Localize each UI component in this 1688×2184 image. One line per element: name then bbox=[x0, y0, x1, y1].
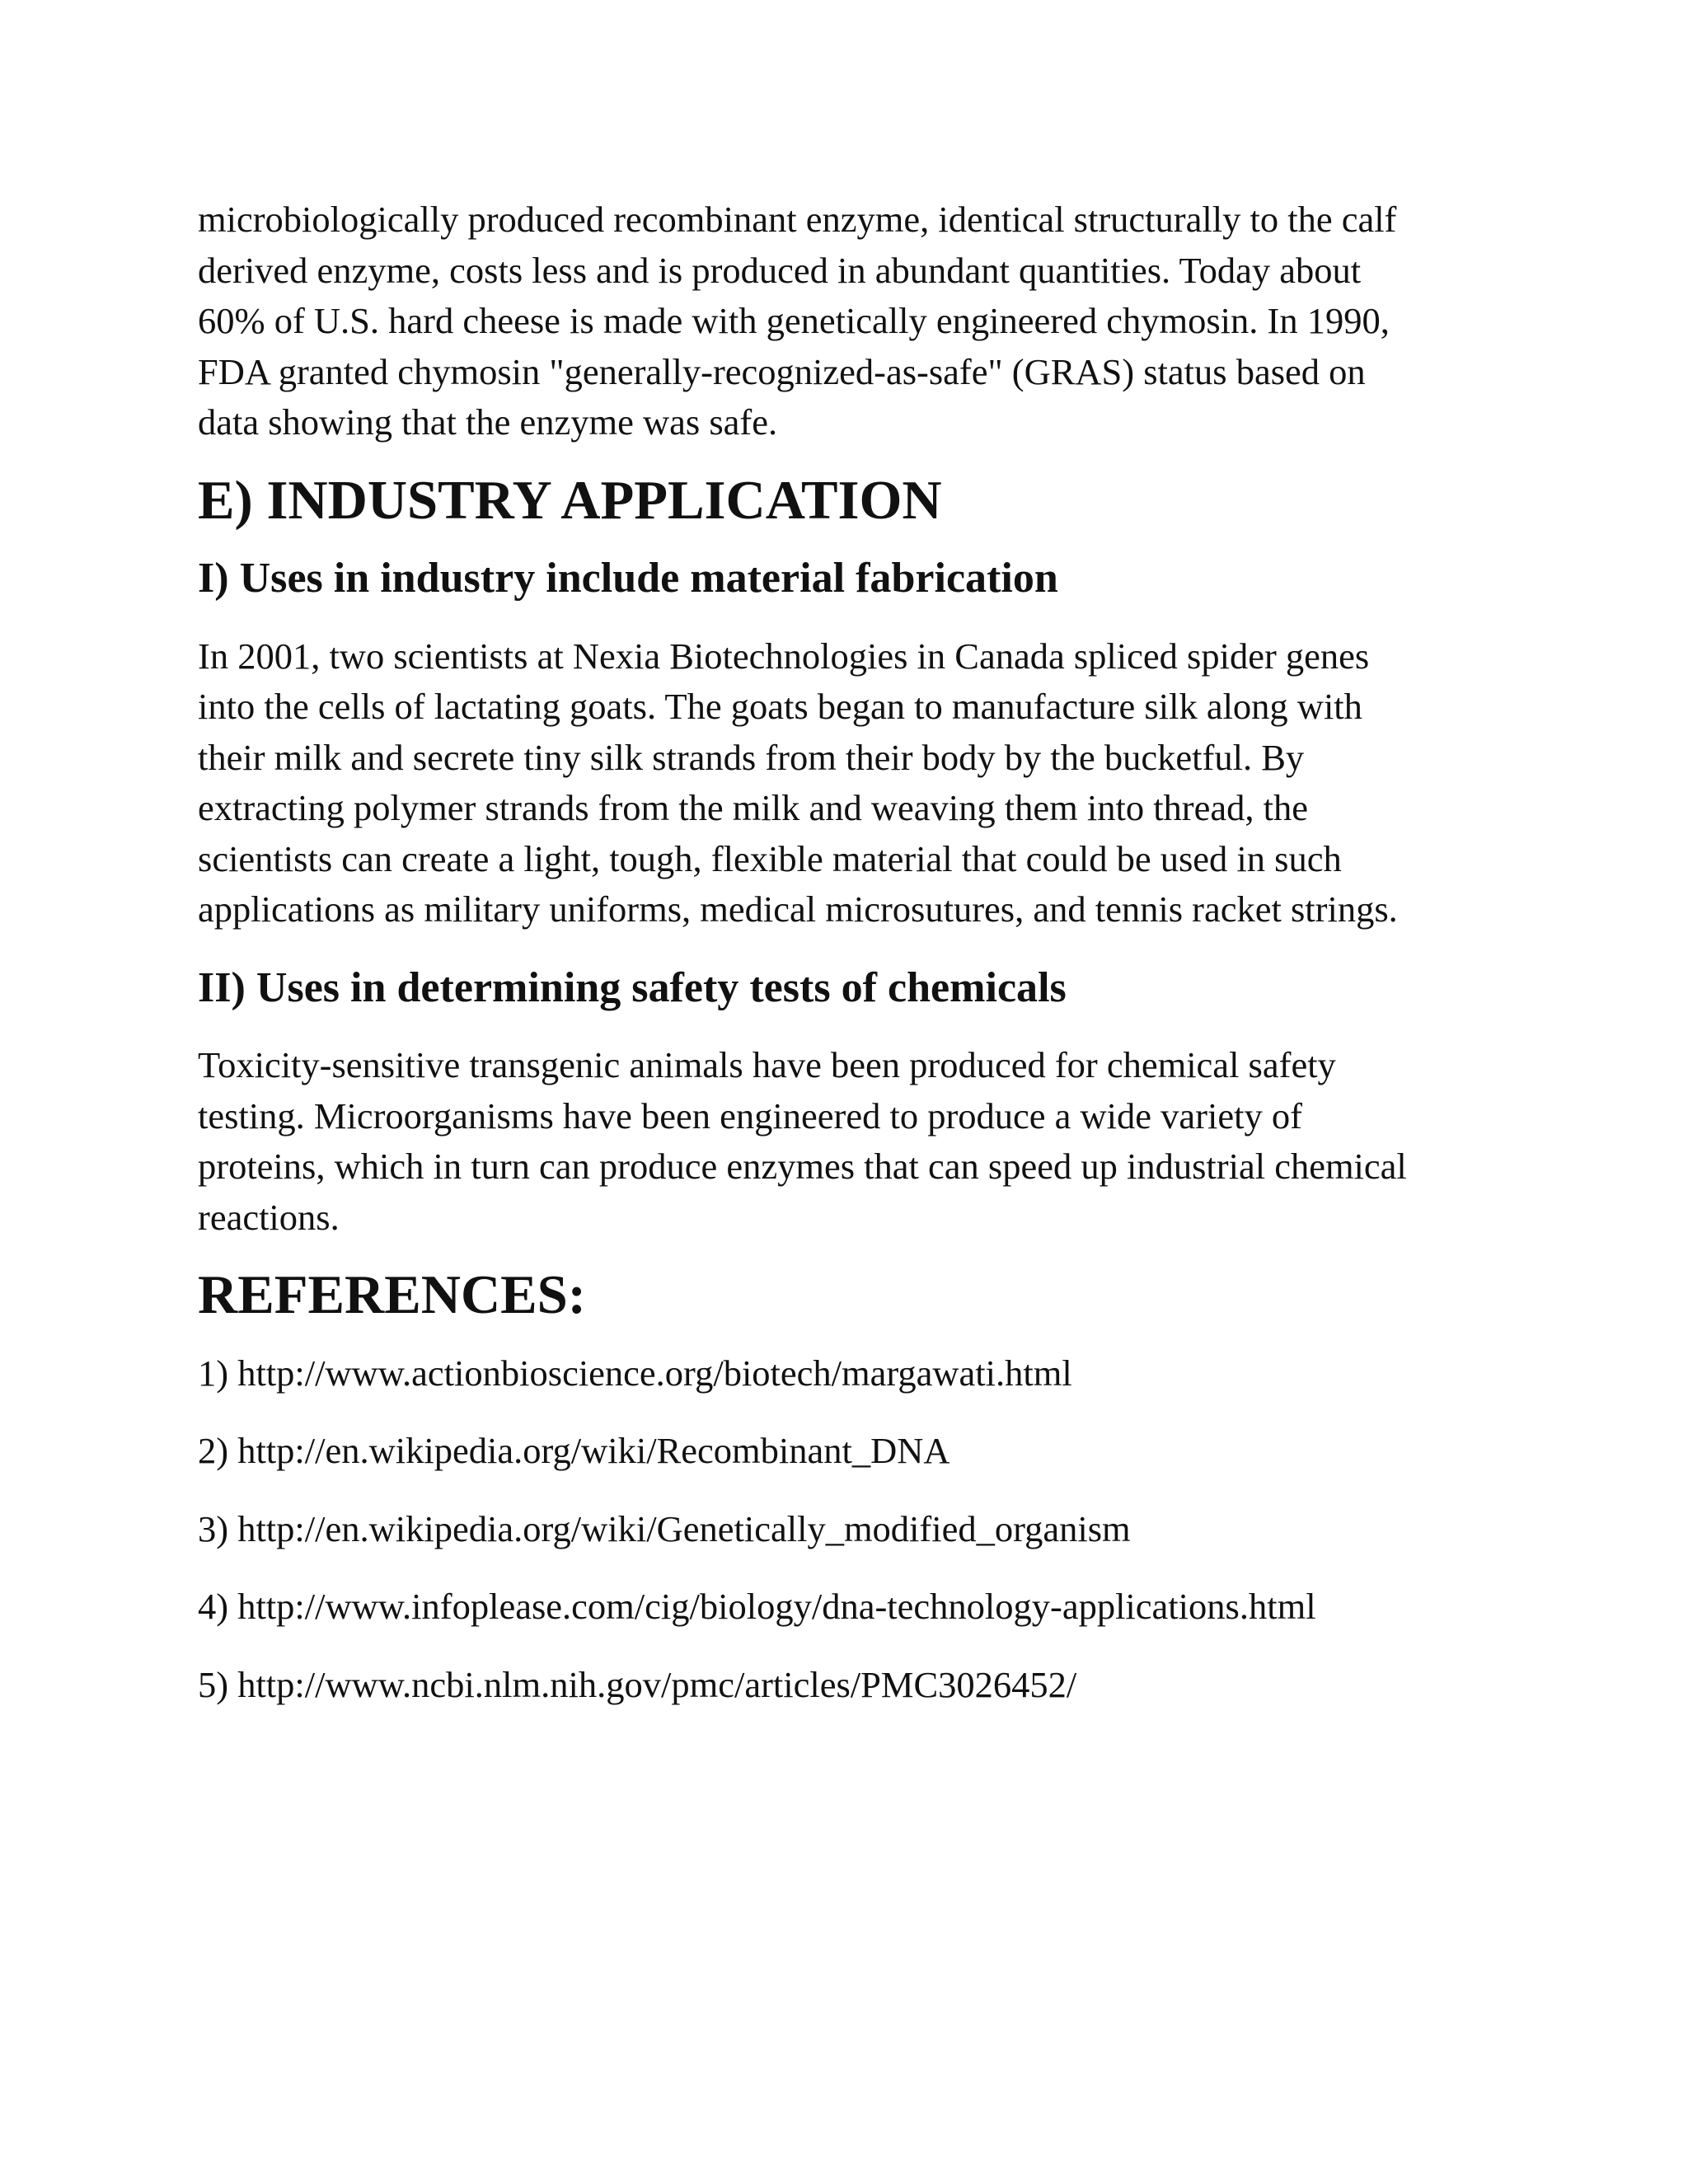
paragraph-line: FDA granted chymosin "generally-recognized-as-safe" (GRAS) status based on bbox=[198, 350, 1366, 392]
paragraph-line: In 2001, two scientists at Nexia Biotechnologies in Canada spliced spider genes bbox=[198, 635, 1370, 677]
paragraph-line: microbiologically produced recombinant enzyme, identical structurally to the calf bbox=[198, 199, 1397, 240]
references-list bbox=[198, 1348, 1500, 1711]
paragraph-line: their milk and secrete tiny silk strands from their body by the bucketful. By bbox=[198, 736, 1305, 778]
paragraph-line: derived enzyme, costs less and is produced in abundant quantities. Today about bbox=[198, 249, 1362, 291]
paragraph-line: scientists can create a light, tough, flexible material that could be used in such bbox=[198, 837, 1342, 879]
paragraph-line: Toxicity-sensitive transgenic animals have been produced for chemical safety bbox=[198, 1044, 1336, 1085]
reference-item: 1) http://www.actionbioscience.org/biotech/margawati.html bbox=[198, 1352, 1072, 1394]
reference-item: 5) http://www.ncbi.nlm.nih.gov/pmc/articles/PMC3026452/ bbox=[198, 1663, 1077, 1705]
paragraph-line: into the cells of lactating goats. The goats began to manufacture silk along with bbox=[198, 686, 1362, 727]
paragraph-line: extracting polymer strands from the milk and weaving them into thread, the bbox=[198, 787, 1308, 828]
reference-item: 4) http://www.infoplease.com/cig/biology/dna-technology-applications.html bbox=[198, 1586, 1316, 1627]
reference-item: 2) http://en.wikipedia.org/wiki/Recombinant_DNA bbox=[198, 1430, 950, 1471]
references-heading: REFERENCES: bbox=[198, 1265, 587, 1325]
paragraph-line: applications as military uniforms, medical microsutures, and tennis racket strings. bbox=[198, 888, 1398, 930]
paragraph-line: data showing that the enzyme was safe. bbox=[198, 401, 778, 443]
material-fabrication-paragraph bbox=[198, 631, 1500, 935]
safety-tests-paragraph bbox=[198, 1040, 1500, 1243]
document-page bbox=[198, 194, 1500, 1710]
intro-paragraph bbox=[198, 194, 1500, 448]
paragraph-line: 60% of U.S. hard cheese is made with genetically engineered chymosin. In 1990, bbox=[198, 300, 1390, 341]
subsection-heading-material-fabrication: I) Uses in industry include material fabrication bbox=[198, 555, 1058, 602]
paragraph-line: testing. Microorganisms have been engineered to produce a wide variety of bbox=[198, 1094, 1302, 1137]
paragraph-line: proteins, which in turn can produce enzymes that can speed up industrial chemical bbox=[198, 1146, 1407, 1187]
section-heading-industry-application: E) INDUSTRY APPLICATION bbox=[198, 470, 942, 531]
paragraph-line: reactions. bbox=[198, 1196, 340, 1238]
reference-item: 3) http://en.wikipedia.org/wiki/Genetically_modified_organism bbox=[198, 1507, 1131, 1549]
subsection-heading-safety-tests: II) Uses in determining safety tests of chemicals bbox=[198, 963, 1067, 1011]
